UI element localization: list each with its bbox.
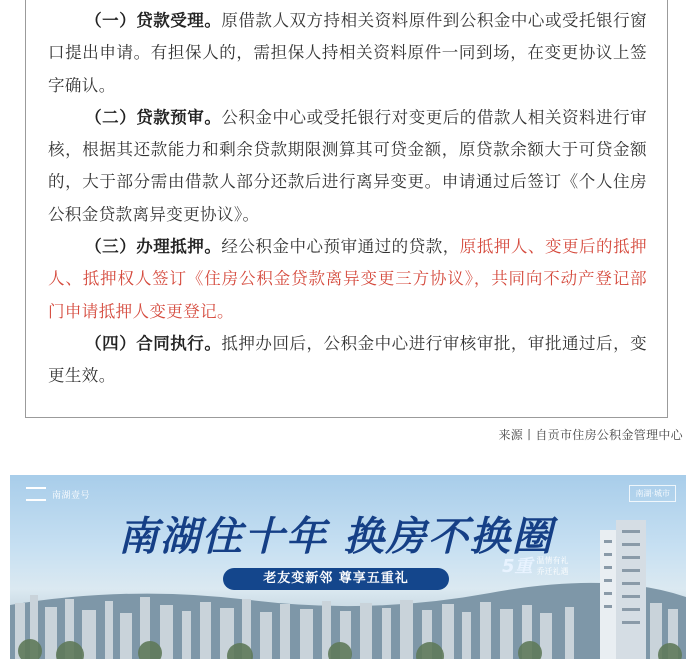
logo-icon — [26, 487, 46, 501]
paragraph-text: 抵押办回后，公积金中心进行审核审批，审批通过后，变更生效。 — [48, 333, 647, 386]
paragraph-heading: （一）贷款受理。 — [85, 11, 222, 30]
badge-line-2: 乔迁礼遇 — [536, 567, 569, 576]
badge-number: 5重 — [502, 555, 533, 577]
paragraph-text: 原借款人双方持相关资料原件到公积金中心或受托银行窗口提出申请。有担保人的，需担保人持相关资料原件一同到场，在变更协议上签字确认。 — [48, 11, 647, 95]
article-box — [25, 0, 668, 418]
badge-line-1: 温情有礼 — [536, 556, 569, 565]
paragraph-1 — [48, 5, 647, 102]
logo-text: 南湖壹号 — [52, 490, 91, 501]
ad-banner[interactable] — [10, 475, 686, 659]
paragraph-text: 公积金中心或受托银行对变更后的借款人相关资料进行审核，根据其还款能力和剩余贷款期限测算其可贷金额，原贷款余额大于可贷金额的，大于部分需由借款人部分还款后进行离异变更。申请通过后签订《个人住房公积金贷款离异变更协议》。 — [48, 107, 647, 224]
banner-promo-pill: 老友变新邻 尊享五重礼 — [223, 568, 449, 590]
paragraph-2 — [48, 102, 647, 231]
brand-logo-right: 南湖·城市 — [629, 485, 676, 502]
source-caption: 来源丨自贡市住房公积金管理中心 — [498, 428, 683, 442]
badge-lines — [537, 555, 569, 577]
paragraph-heading: （二）贷款预审。 — [85, 107, 222, 127]
paragraph-heading: （四）合同执行。 — [85, 333, 222, 353]
brand-logo-left — [26, 487, 90, 501]
city-skyline-illustration — [10, 475, 686, 659]
paragraph-heading: （三）办理抵押。 — [85, 237, 222, 257]
paragraph-3 — [48, 231, 647, 328]
banner-headline: 南湖住十年 换房不换圈 — [118, 513, 554, 560]
banner-badge — [502, 555, 569, 577]
paragraph-highlight: 原抵押人、变更后的抵押人、抵押权人签订《住房公积金贷款离异变更三方协议》，共同向不动产登记部门申请抵押人变更登记。 — [48, 237, 647, 321]
paragraph-text: 经公积金中心预审通过的贷款， — [221, 237, 460, 257]
paragraph-4 — [48, 328, 647, 393]
